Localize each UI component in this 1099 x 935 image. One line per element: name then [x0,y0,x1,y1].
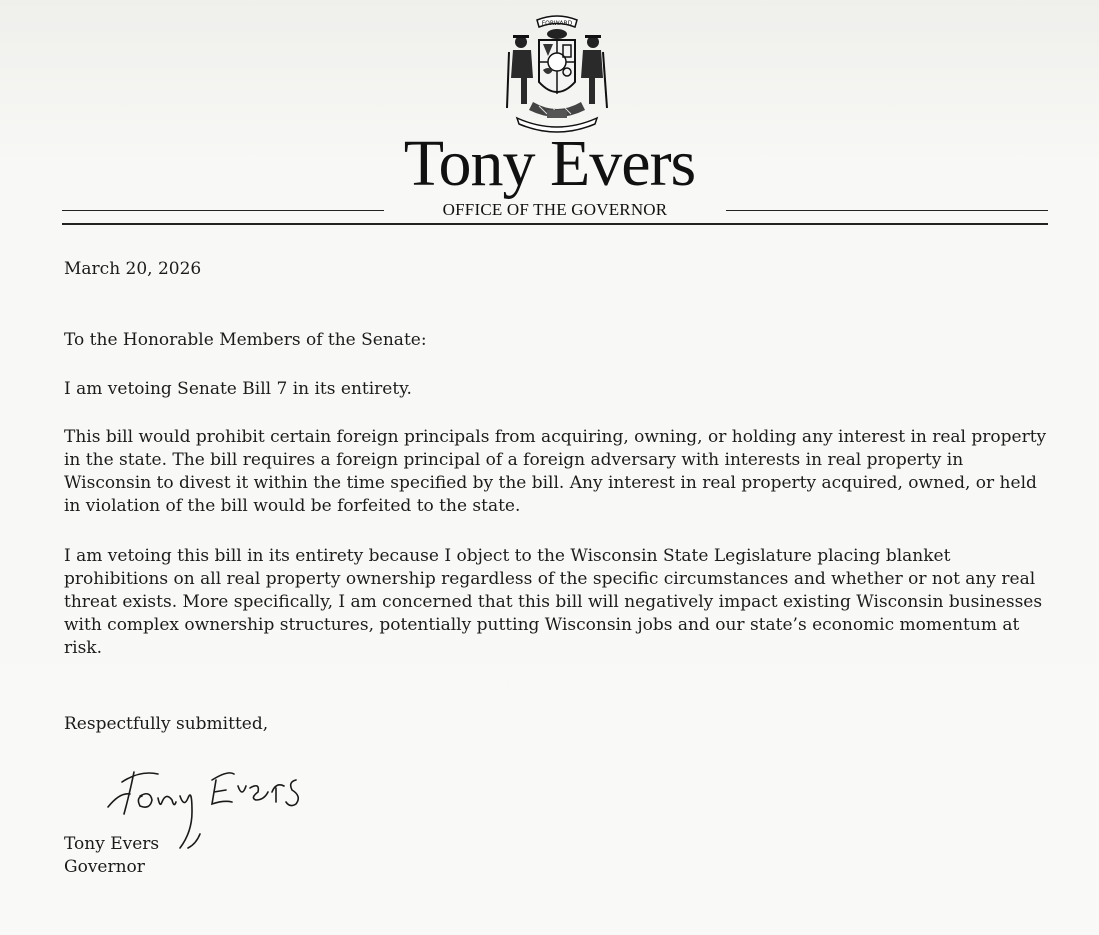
signer-title: Governor [64,857,145,877]
letter-paragraph-1: I am vetoing Senate Bill 7 in its entirety. [64,379,412,399]
letter-salutation: To the Honorable Members of the Senate: [64,330,427,350]
letter-paragraph-2: This bill would prohibit certain foreign principals from acquiring, owning, or holding any interest in real property in the state. The bill requires a foreign principal of a foreign adversary with interests in real property in Wisconsin to divest it within the time specified by the bill. Any interest in real property acquired, owned, or held in violation of the bill would be forfeited to the state. [64,427,1047,516]
signer-block [64,833,159,879]
letterhead-rule-bottom [62,223,1048,225]
wisconsin-state-seal-icon [503,12,611,136]
letter-closing: Respectfully submitted, [64,714,269,734]
seal-motto: FORWARD [541,20,573,27]
letter-date: March 20, 2026 [64,259,202,279]
letterhead-name: Tony Evers [403,127,696,200]
letter-paragraph-3: I am vetoing this bill in its entirety because I object to the Wisconsin State Legislature placing blanket prohibitions on all real property ownership regardless of the specific circumstances and whether or not any real threat exists. More specifically, I am concerned that this bill will negatively impact existing Wisconsin businesses with complex ownership structures, potentially putting Wisconsin jobs and our state’s economic momentum at risk. [64,546,1043,658]
letterhead-office: OFFICE OF THE GOVERNOR [442,200,668,219]
letterhead-office-row [62,199,1048,229]
signer-name: Tony Evers [64,834,160,854]
